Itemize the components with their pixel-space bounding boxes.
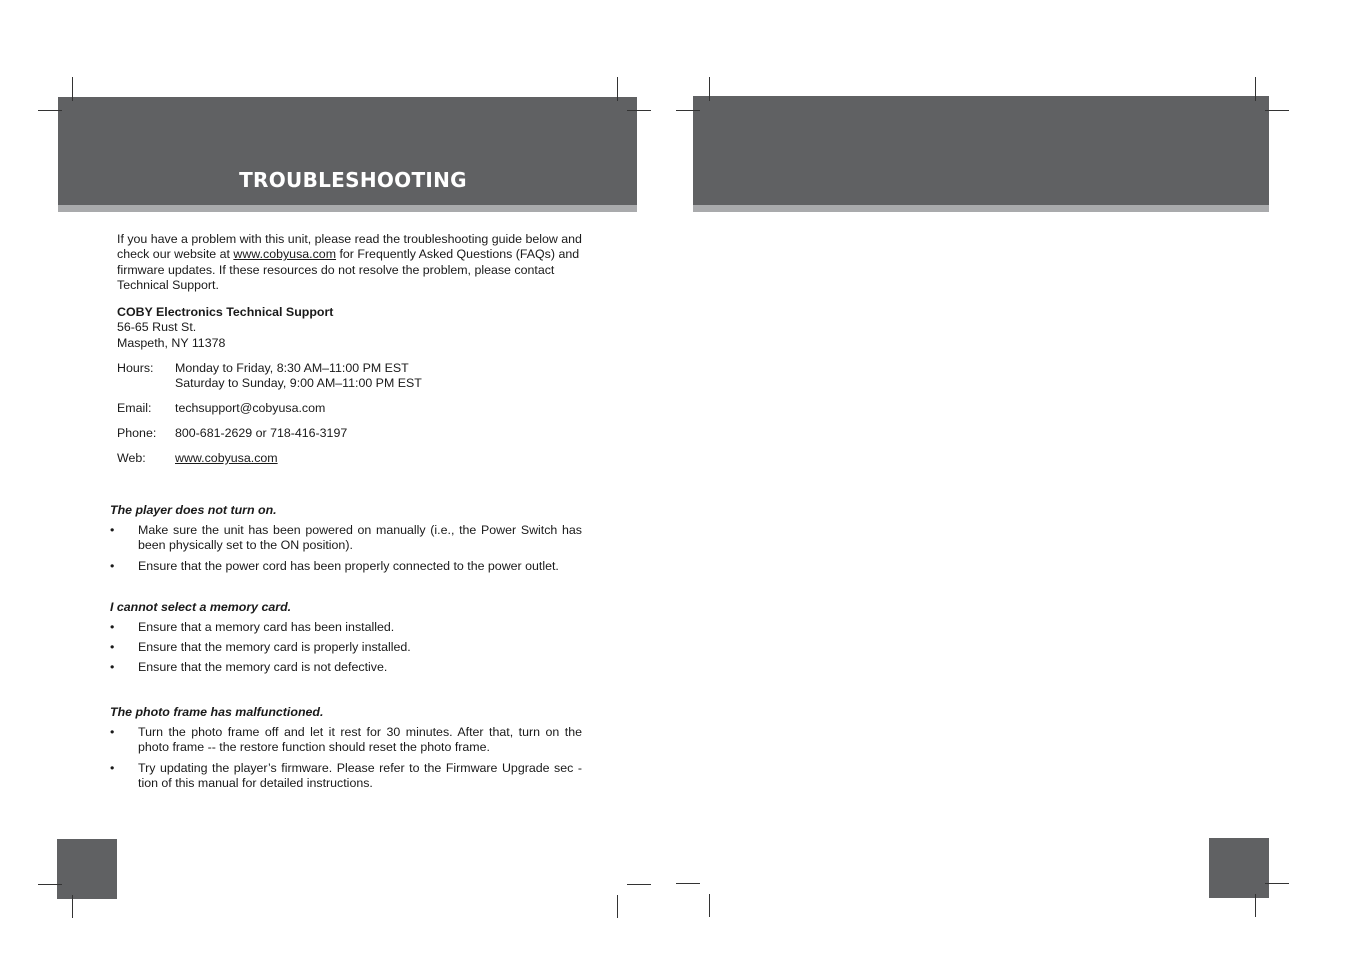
crop-mark xyxy=(1255,894,1256,917)
website-link[interactable]: www.cobyusa.com xyxy=(233,247,337,262)
crop-mark xyxy=(627,110,651,111)
list-item-text: Ensure that the memory card is properly installed. xyxy=(138,640,411,654)
bullet-icon: • xyxy=(110,640,115,654)
left-header-strip xyxy=(58,205,637,212)
bullet-icon: • xyxy=(110,725,115,739)
company-name: COBY Electronics Technical Support xyxy=(117,305,334,319)
crop-mark xyxy=(38,884,62,885)
bullet-icon: • xyxy=(110,660,115,674)
crop-mark xyxy=(709,77,710,101)
bullet-icon: • xyxy=(110,761,115,775)
bullet-icon: • xyxy=(110,523,115,537)
crop-mark xyxy=(676,883,700,884)
crop-mark xyxy=(617,77,618,101)
list-item-text: Ensure that the memory card is not defective. xyxy=(138,660,388,674)
section-heading: I cannot select a memory card. xyxy=(110,600,292,614)
intro-paragraph xyxy=(117,232,587,294)
right-header-band xyxy=(693,96,1269,205)
page-title: TROUBLESHOOTING xyxy=(239,168,467,192)
list-item-text: Ensure that a memory card has been installed. xyxy=(138,620,395,634)
crop-mark xyxy=(1265,883,1289,884)
crop-mark xyxy=(709,894,710,917)
crop-mark xyxy=(1255,77,1256,101)
crop-mark xyxy=(617,895,618,918)
crop-mark xyxy=(676,110,700,111)
hours-label: Hours: xyxy=(117,361,154,375)
hours-value xyxy=(175,361,422,392)
web-label: Web: xyxy=(117,451,146,465)
bullet-icon: • xyxy=(110,559,115,573)
email-label: Email: xyxy=(117,401,152,415)
list-item-text: Make sure the unit has been powered on manually (i.e., the Power Switch has been physically set to the ON position). xyxy=(138,523,582,553)
hours-weekday: Monday to Friday, 8:30 AM–11:00 PM EST xyxy=(175,361,409,375)
section-heading: The player does not turn on. xyxy=(110,503,277,517)
list-item-text: Turn the photo frame off and let it rest for 30 minutes. After that, turn on the photo frame -- the restore function should reset the photo frame. xyxy=(138,725,582,755)
bullet-icon: • xyxy=(110,620,115,634)
crop-mark xyxy=(38,110,62,111)
right-header-strip xyxy=(693,205,1269,212)
address-line: Maspeth, NY 11378 xyxy=(117,335,226,350)
left-page-number-block xyxy=(57,839,117,899)
email-value[interactable]: techsupport@cobyusa.com xyxy=(175,401,326,415)
crop-mark xyxy=(627,884,651,885)
support-address xyxy=(117,305,333,351)
crop-mark xyxy=(72,77,73,101)
intro-text: If you have a problem with this unit, please read the troubleshooting guide below and check our website at xyxy=(117,232,582,262)
address-line: 56-65 Rust St. xyxy=(117,320,197,335)
right-page-number-block xyxy=(1209,838,1269,898)
phone-label: Phone: xyxy=(117,426,157,440)
crop-mark xyxy=(72,895,73,918)
web-link[interactable]: www.cobyusa.com xyxy=(175,451,278,465)
phone-value: 800-681-2629 or 718-416-3197 xyxy=(175,426,348,440)
section-heading: The photo frame has malfunctioned. xyxy=(110,705,324,719)
list-item-text: Try updating the player’s firmware. Please refer to the Firmware Upgrade sec - tion of this manual for detailed instructions. xyxy=(138,761,582,791)
list-item-text: Ensure that the power cord has been properly connected to the power outlet. xyxy=(138,559,559,573)
intro-text-continued: for Frequently Asked Questions (FAQs) and firmware updates. If these resources do not resolve the problem, please contact Technical Support. xyxy=(117,247,580,293)
hours-weekend: Saturday to Sunday, 9:00 AM–11:00 PM EST xyxy=(175,376,422,391)
crop-mark xyxy=(1265,110,1289,111)
